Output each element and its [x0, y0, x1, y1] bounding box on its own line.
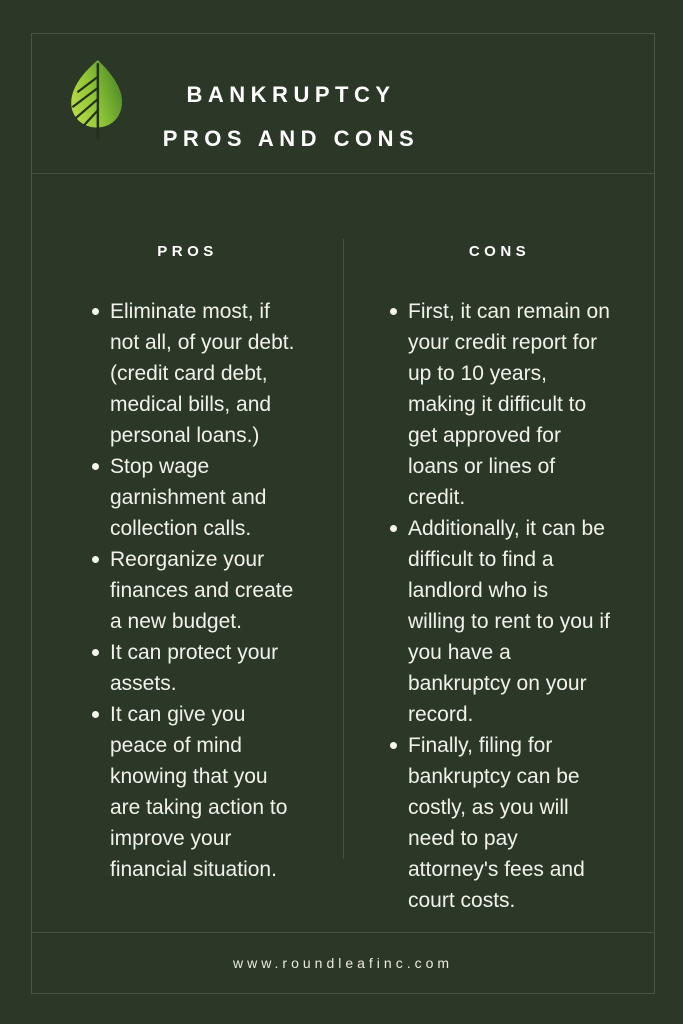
bullet-icon — [92, 556, 99, 563]
bullet-text: It can protect your assets. — [110, 641, 279, 695]
title-line-2: PROS AND CONS — [162, 126, 420, 151]
bullet-text: Additionally, it can be difficult to find a landlord who is willing to rent to you if you have a bankruptcy on your record. — [408, 517, 610, 726]
header — [32, 34, 654, 174]
list-item — [389, 730, 610, 916]
bullet-text: Eliminate most, if not all, of your debt. (credit card debt, medical bills, and personal loans.) — [110, 300, 295, 447]
list-item — [91, 296, 303, 451]
cons-heading: CONS — [468, 243, 531, 260]
bullet-icon — [92, 649, 99, 656]
pros-list — [91, 296, 303, 885]
list-item — [389, 296, 610, 513]
bullet-icon — [92, 463, 99, 470]
bullet-text: It can give you peace of mind knowing that you are taking action to improve your financial situation. — [110, 703, 288, 881]
bullet-icon — [390, 742, 397, 749]
list-item — [91, 637, 303, 699]
bullet-icon — [390, 308, 397, 315]
comparison-section — [32, 173, 654, 933]
bullet-icon — [92, 308, 99, 315]
page-title — [32, 34, 550, 173]
content-panel — [31, 33, 655, 994]
title-line-1: BANKRUPTCY — [186, 82, 396, 107]
list-item — [91, 544, 303, 637]
website-url: www.roundleafinc.com — [232, 955, 454, 971]
list-item — [91, 451, 303, 544]
list-item — [389, 513, 610, 730]
column-divider — [343, 239, 344, 859]
bullet-text: First, it can remain on your credit report for up to 10 years, making it difficult to get approved for loans or lines of credit. — [408, 300, 610, 509]
bullet-text: Finally, filing for bankruptcy can be costly, as you will need to pay attorney's fees and court costs. — [408, 734, 585, 912]
footer — [32, 932, 654, 993]
pros-heading: PROS — [157, 243, 218, 260]
cons-list — [389, 296, 610, 916]
bullet-text: Reorganize your finances and create a new budget. — [110, 548, 294, 633]
bullet-icon — [390, 525, 397, 532]
list-item — [91, 699, 303, 885]
bullet-icon — [92, 711, 99, 718]
bullet-text: Stop wage garnishment and collection calls. — [110, 455, 267, 540]
